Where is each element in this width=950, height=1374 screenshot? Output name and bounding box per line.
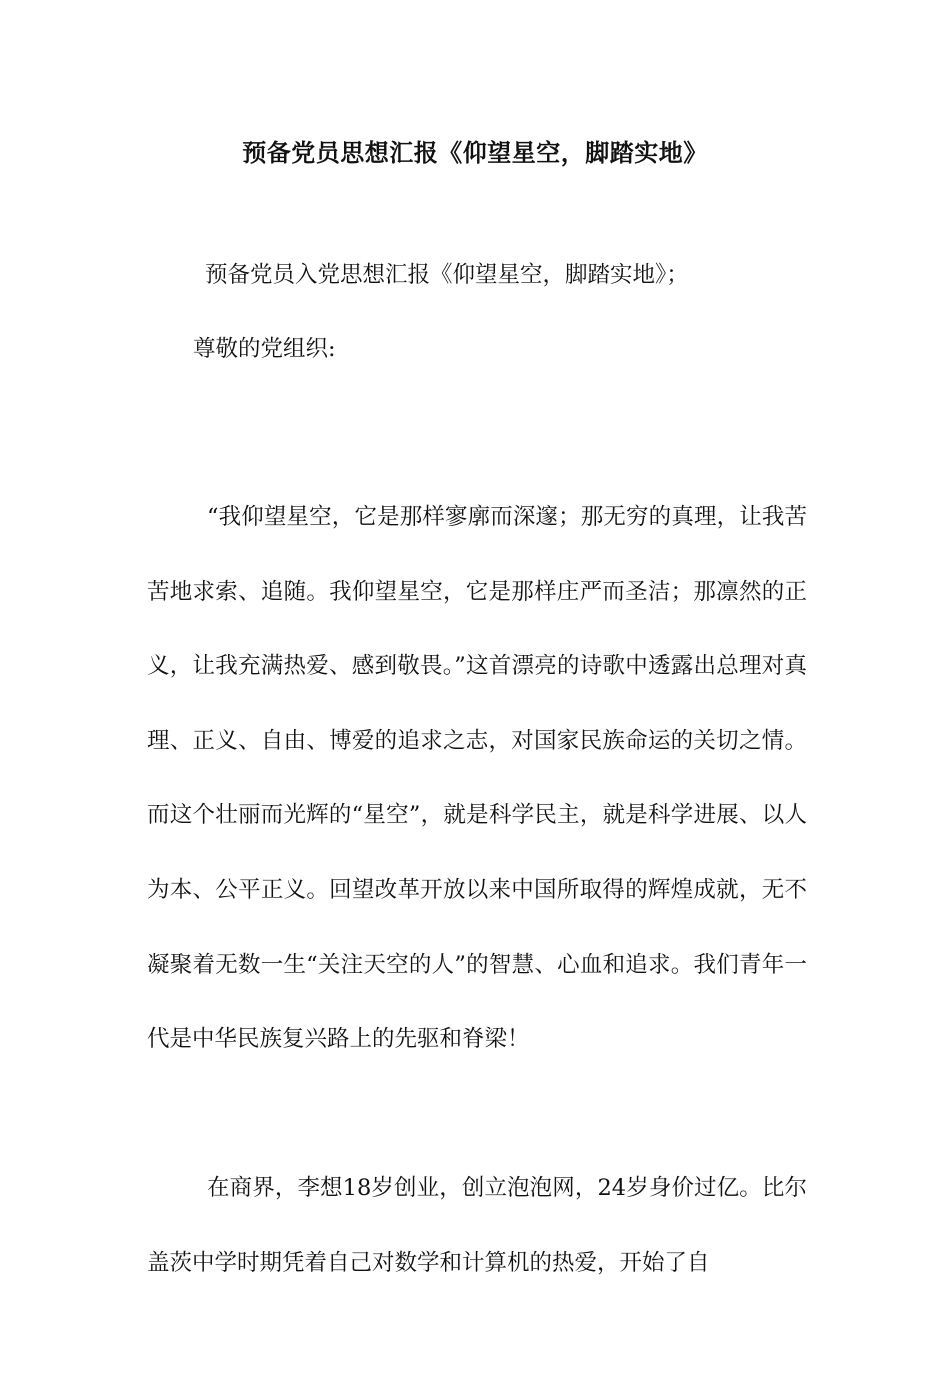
document-title: 预备党员思想汇报《仰望星空，脚踏实地》 xyxy=(242,138,708,167)
paragraph-business xyxy=(147,1077,815,1374)
paragraph-text: 在商界，李想18岁创业，创立泡泡网，24岁身价过亿。比尔 盖茨中学时期凭着自己对数学和计算机的热爱，开始了自 xyxy=(147,1175,815,1276)
intro-line: 预备党员入党思想汇报《仰望星空，脚踏实地》； xyxy=(205,262,689,288)
salutation-line: 尊敬的党组织: xyxy=(193,336,336,362)
paragraph-text: “我仰望星空，它是那样寥廓而深邃；那无穷的真理，让我苦苦地求索、追随。我仰望星空，它是那样庄严而圣洁；那凛然的正义，让我充满热爱、感到敬畏。”这首漂亮的诗歌中透露出总理对真理、正义、自由、博爱的追求之志，对国家民族命运的关切之情。而这个壮丽而光辉的“星空”，就是科学民主，就是科学进展、以人为本、公平正义。回望改革开放以来中国所取得的辉煌成就，无不凝聚着无数一生“关注天空的人”的智慧、心血和追求。我们青年一代是中华民族复兴路上的先驱和脊梁！ xyxy=(147,504,807,1053)
paragraph-quote xyxy=(147,406,807,1151)
